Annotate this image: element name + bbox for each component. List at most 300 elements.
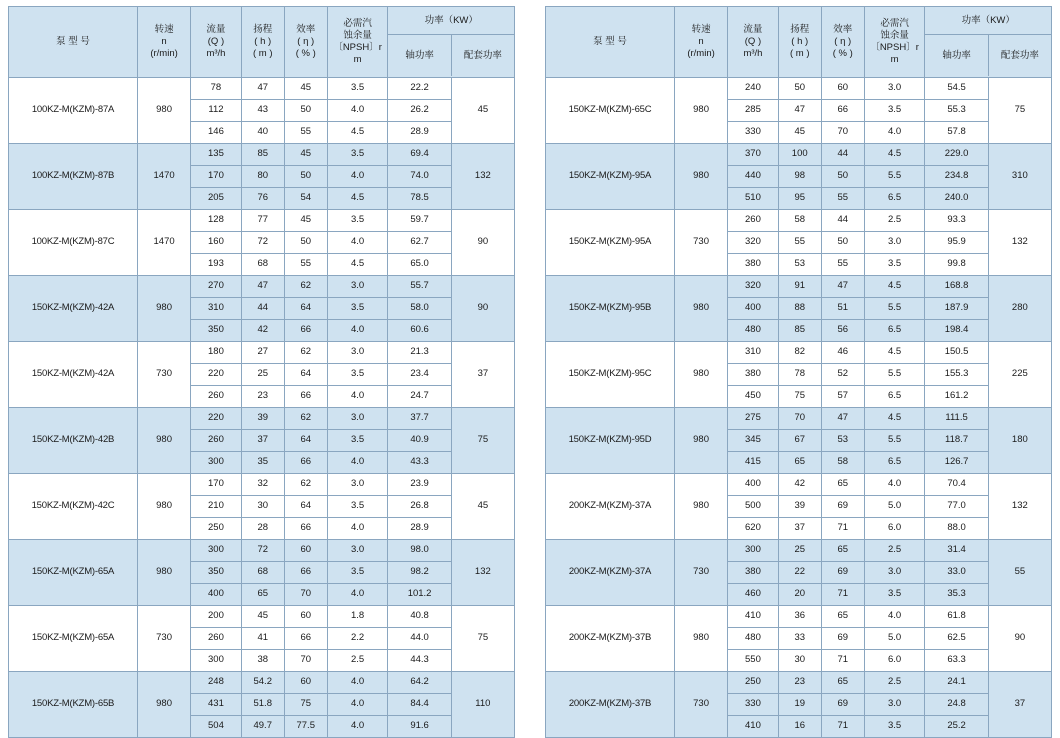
cell-motor-power: 132 (451, 540, 514, 606)
cell-shaft-power: 111.5 (925, 408, 988, 430)
cell-shaft-power: 55.7 (388, 276, 451, 298)
cell-flow: 112 (191, 100, 242, 122)
cell-shaft-power: 64.2 (388, 672, 451, 694)
cell-shaft-power: 33.0 (925, 562, 988, 584)
cell-speed: 980 (138, 540, 191, 606)
cell-flow: 193 (191, 254, 242, 276)
cell-efficiency: 55 (821, 188, 864, 210)
cell-head: 47 (241, 78, 284, 100)
cell-model: 200KZ-M(KZM)-37A (546, 540, 675, 606)
cell-head: 16 (778, 716, 821, 738)
cell-speed: 730 (138, 342, 191, 408)
cell-efficiency: 58 (821, 452, 864, 474)
cell-head: 35 (241, 452, 284, 474)
cell-motor-power: 132 (988, 474, 1051, 540)
cell-motor-power: 180 (988, 408, 1051, 474)
cell-npsh: 3.5 (864, 584, 925, 606)
cell-head: 55 (778, 232, 821, 254)
cell-efficiency: 50 (284, 166, 327, 188)
cell-flow: 248 (191, 672, 242, 694)
cell-npsh: 5.0 (864, 628, 925, 650)
cell-efficiency: 66 (284, 562, 327, 584)
cell-npsh: 5.5 (864, 364, 925, 386)
cell-motor-power: 280 (988, 276, 1051, 342)
cell-npsh: 3.5 (864, 100, 925, 122)
cell-efficiency: 66 (821, 100, 864, 122)
cell-npsh: 3.0 (327, 276, 388, 298)
cell-efficiency: 64 (284, 298, 327, 320)
cell-efficiency: 60 (284, 672, 327, 694)
cell-shaft-power: 57.8 (925, 122, 988, 144)
cell-efficiency: 69 (821, 562, 864, 584)
cell-shaft-power: 234.8 (925, 166, 988, 188)
cell-speed: 980 (675, 606, 728, 672)
cell-speed: 980 (675, 144, 728, 210)
cell-efficiency: 65 (821, 540, 864, 562)
header-flow-line-0: 流量 (206, 24, 226, 36)
header-flow-line-2: m³/h (206, 47, 226, 59)
cell-speed: 980 (138, 474, 191, 540)
cell-head: 72 (241, 540, 284, 562)
header-head (778, 7, 821, 78)
cell-flow: 146 (191, 122, 242, 144)
cell-motor-power: 37 (988, 672, 1051, 738)
cell-npsh: 1.8 (327, 606, 388, 628)
cell-shaft-power: 40.8 (388, 606, 451, 628)
cell-shaft-power: 70.4 (925, 474, 988, 496)
cell-npsh: 4.5 (864, 144, 925, 166)
header-flow (728, 7, 779, 78)
cell-npsh: 4.0 (327, 716, 388, 738)
header-speed (138, 7, 191, 78)
cell-efficiency: 66 (284, 386, 327, 408)
cell-flow: 345 (728, 430, 779, 452)
cell-flow: 480 (728, 320, 779, 342)
cell-flow: 431 (191, 694, 242, 716)
cell-npsh: 3.5 (327, 78, 388, 100)
cell-flow: 220 (191, 364, 242, 386)
cell-efficiency: 69 (821, 694, 864, 716)
cell-flow: 275 (728, 408, 779, 430)
cell-flow: 310 (728, 342, 779, 364)
cell-model: 150KZ-M(KZM)-95D (546, 408, 675, 474)
cell-npsh: 3.5 (327, 430, 388, 452)
cell-npsh: 3.5 (864, 716, 925, 738)
table-row (546, 672, 1052, 694)
cell-head: 23 (241, 386, 284, 408)
cell-speed: 730 (675, 672, 728, 738)
cell-npsh: 4.0 (327, 386, 388, 408)
cell-speed: 980 (675, 276, 728, 342)
table-row (9, 276, 515, 298)
cell-shaft-power: 168.8 (925, 276, 988, 298)
cell-model: 200KZ-M(KZM)-37B (546, 606, 675, 672)
cell-head: 80 (241, 166, 284, 188)
cell-shaft-power: 150.5 (925, 342, 988, 364)
header-speed-line-0: 转速 (691, 24, 711, 36)
cell-speed: 980 (138, 276, 191, 342)
cell-motor-power: 225 (988, 342, 1051, 408)
cell-head: 50 (778, 78, 821, 100)
cell-model: 100KZ-M(KZM)-87A (9, 78, 138, 144)
cell-shaft-power: 24.1 (925, 672, 988, 694)
cell-shaft-power: 74.0 (388, 166, 451, 188)
cell-flow: 285 (728, 100, 779, 122)
cell-efficiency: 45 (284, 78, 327, 100)
cell-motor-power: 132 (451, 144, 514, 210)
cell-npsh: 6.5 (864, 386, 925, 408)
header-npsh (327, 7, 388, 78)
header-model: 泵 型 号 (546, 7, 675, 78)
cell-head: 82 (778, 342, 821, 364)
cell-head: 30 (778, 650, 821, 672)
cell-flow: 220 (191, 408, 242, 430)
cell-npsh: 4.0 (327, 232, 388, 254)
cell-efficiency: 52 (821, 364, 864, 386)
cell-npsh: 3.0 (864, 232, 925, 254)
cell-npsh: 4.5 (327, 188, 388, 210)
table-row (546, 408, 1052, 430)
cell-efficiency: 55 (284, 122, 327, 144)
cell-efficiency: 50 (284, 232, 327, 254)
cell-efficiency: 65 (821, 606, 864, 628)
cell-flow: 170 (191, 166, 242, 188)
header-power-group (388, 7, 515, 78)
cell-head: 25 (778, 540, 821, 562)
cell-efficiency: 55 (284, 254, 327, 276)
header-npsh-line-3: m (353, 53, 362, 65)
cell-head: 54.2 (241, 672, 284, 694)
cell-flow: 300 (191, 650, 242, 672)
cell-flow: 504 (191, 716, 242, 738)
cell-flow: 350 (191, 562, 242, 584)
cell-head: 76 (241, 188, 284, 210)
cell-efficiency: 62 (284, 408, 327, 430)
cell-head: 19 (778, 694, 821, 716)
cell-head: 42 (778, 474, 821, 496)
header-motor-power: 配套功率 (1000, 49, 1039, 61)
cell-model: 150KZ-M(KZM)-65A (9, 606, 138, 672)
cell-flow: 160 (191, 232, 242, 254)
cell-efficiency: 46 (821, 342, 864, 364)
cell-shaft-power: 84.4 (388, 694, 451, 716)
cell-shaft-power: 25.2 (925, 716, 988, 738)
cell-head: 44 (241, 298, 284, 320)
cell-speed: 980 (675, 78, 728, 144)
cell-speed: 980 (675, 474, 728, 540)
cell-npsh: 5.5 (864, 298, 925, 320)
header-power-group (925, 7, 1052, 78)
cell-flow: 450 (728, 386, 779, 408)
pump-table-left (8, 6, 515, 738)
header-head-line-1: ( h ) (791, 36, 809, 48)
header-speed-line-1: n (698, 36, 704, 48)
cell-npsh: 2.5 (864, 210, 925, 232)
cell-shaft-power: 101.2 (388, 584, 451, 606)
cell-efficiency: 66 (284, 628, 327, 650)
cell-flow: 250 (191, 518, 242, 540)
cell-npsh: 3.5 (327, 144, 388, 166)
cell-efficiency: 77.5 (284, 716, 327, 738)
header-head-line-0: 扬程 (790, 24, 810, 36)
header-efficiency-line-2: ( % ) (832, 47, 853, 59)
cell-head: 38 (241, 650, 284, 672)
cell-flow: 170 (191, 474, 242, 496)
cell-flow: 330 (728, 694, 779, 716)
cell-model: 150KZ-M(KZM)-65C (546, 78, 675, 144)
cell-flow: 460 (728, 584, 779, 606)
table-row (546, 540, 1052, 562)
cell-shaft-power: 99.8 (925, 254, 988, 276)
cell-head: 22 (778, 562, 821, 584)
cell-flow: 205 (191, 188, 242, 210)
cell-head: 41 (241, 628, 284, 650)
cell-efficiency: 70 (284, 584, 327, 606)
cell-model: 150KZ-M(KZM)-65A (9, 540, 138, 606)
cell-npsh: 4.0 (864, 474, 925, 496)
cell-efficiency: 54 (284, 188, 327, 210)
cell-npsh: 2.5 (327, 650, 388, 672)
cell-motor-power: 132 (988, 210, 1051, 276)
cell-shaft-power: 43.3 (388, 452, 451, 474)
cell-efficiency: 70 (821, 122, 864, 144)
cell-model: 150KZ-M(KZM)-42A (9, 276, 138, 342)
cell-flow: 380 (728, 254, 779, 276)
header-flow-line-1: (Q ) (744, 36, 762, 48)
cell-npsh: 3.0 (327, 474, 388, 496)
table-row (546, 78, 1052, 100)
cell-flow: 370 (728, 144, 779, 166)
header-head (241, 7, 284, 78)
cell-speed: 730 (675, 540, 728, 606)
cell-speed: 980 (138, 408, 191, 474)
cell-head: 95 (778, 188, 821, 210)
header-npsh-line-3: m (890, 53, 899, 65)
cell-shaft-power: 198.4 (925, 320, 988, 342)
cell-npsh: 3.0 (864, 78, 925, 100)
table-row (9, 474, 515, 496)
cell-npsh: 6.0 (864, 518, 925, 540)
cell-head: 37 (778, 518, 821, 540)
cell-shaft-power: 62.7 (388, 232, 451, 254)
cell-head: 47 (778, 100, 821, 122)
cell-head: 45 (241, 606, 284, 628)
cell-flow: 320 (728, 276, 779, 298)
cell-flow: 400 (728, 474, 779, 496)
cell-efficiency: 50 (821, 166, 864, 188)
table-row (546, 342, 1052, 364)
cell-head: 77 (241, 210, 284, 232)
cell-efficiency: 62 (284, 342, 327, 364)
cell-shaft-power: 118.7 (925, 430, 988, 452)
cell-efficiency: 62 (284, 276, 327, 298)
cell-head: 68 (241, 254, 284, 276)
cell-flow: 320 (728, 232, 779, 254)
cell-flow: 510 (728, 188, 779, 210)
cell-speed: 980 (138, 672, 191, 738)
cell-model: 150KZ-M(KZM)-42B (9, 408, 138, 474)
cell-npsh: 4.5 (864, 342, 925, 364)
cell-flow: 240 (728, 78, 779, 100)
cell-motor-power: 55 (988, 540, 1051, 606)
header-efficiency-line-2: ( % ) (295, 47, 316, 59)
cell-head: 39 (241, 408, 284, 430)
cell-shaft-power: 24.7 (388, 386, 451, 408)
header-speed-line-2: (r/min) (687, 47, 715, 59)
cell-efficiency: 64 (284, 364, 327, 386)
cell-npsh: 4.0 (327, 452, 388, 474)
cell-flow: 480 (728, 628, 779, 650)
cell-npsh: 3.0 (327, 342, 388, 364)
cell-shaft-power: 22.2 (388, 78, 451, 100)
cell-efficiency: 57 (821, 386, 864, 408)
cell-flow: 135 (191, 144, 242, 166)
cell-npsh: 3.0 (327, 540, 388, 562)
cell-speed: 980 (138, 78, 191, 144)
cell-npsh: 4.5 (864, 408, 925, 430)
cell-flow: 128 (191, 210, 242, 232)
cell-shaft-power: 91.6 (388, 716, 451, 738)
cell-shaft-power: 95.9 (925, 232, 988, 254)
header-efficiency-line-0: 效率 (833, 24, 853, 36)
pump-table-right (545, 6, 1052, 738)
cell-speed: 1470 (138, 144, 191, 210)
header-flow-line-0: 流量 (743, 24, 763, 36)
cell-npsh: 6.5 (864, 452, 925, 474)
cell-flow: 440 (728, 166, 779, 188)
cell-flow: 410 (728, 716, 779, 738)
header-head-line-1: ( h ) (254, 36, 272, 48)
cell-head: 85 (778, 320, 821, 342)
cell-npsh: 4.0 (327, 672, 388, 694)
cell-shaft-power: 98.2 (388, 562, 451, 584)
cell-shaft-power: 23.4 (388, 364, 451, 386)
header-speed (675, 7, 728, 78)
cell-npsh: 3.5 (327, 364, 388, 386)
cell-npsh: 6.5 (864, 188, 925, 210)
cell-npsh: 4.0 (327, 584, 388, 606)
cell-head: 78 (778, 364, 821, 386)
cell-motor-power: 75 (988, 78, 1051, 144)
cell-npsh: 4.0 (327, 694, 388, 716)
cell-flow: 210 (191, 496, 242, 518)
cell-head: 20 (778, 584, 821, 606)
header-shaft-power: 轴功率 (388, 35, 451, 76)
cell-npsh: 5.5 (864, 166, 925, 188)
cell-efficiency: 64 (284, 430, 327, 452)
cell-npsh: 4.0 (327, 100, 388, 122)
header-efficiency-line-1: ( η ) (297, 36, 315, 48)
cell-head: 33 (778, 628, 821, 650)
cell-efficiency: 45 (284, 210, 327, 232)
cell-head: 47 (241, 276, 284, 298)
cell-head: 72 (241, 232, 284, 254)
cell-efficiency: 50 (821, 232, 864, 254)
cell-npsh: 2.5 (864, 540, 925, 562)
cell-shaft-power: 65.0 (388, 254, 451, 276)
header-power-title: 功率（KW） (388, 8, 514, 35)
cell-efficiency: 71 (821, 716, 864, 738)
header-speed-line-2: (r/min) (150, 47, 178, 59)
table-header-right (546, 7, 1052, 78)
cell-motor-power: 45 (451, 78, 514, 144)
cell-shaft-power: 161.2 (925, 386, 988, 408)
pump-table-left-wrap (8, 6, 515, 732)
cell-flow: 78 (191, 78, 242, 100)
cell-npsh: 5.0 (864, 496, 925, 518)
cell-npsh: 4.0 (327, 518, 388, 540)
cell-flow: 620 (728, 518, 779, 540)
cell-shaft-power: 93.3 (925, 210, 988, 232)
header-efficiency (821, 7, 864, 78)
cell-model: 200KZ-M(KZM)-37B (546, 672, 675, 738)
cell-head: 85 (241, 144, 284, 166)
cell-efficiency: 65 (821, 474, 864, 496)
cell-shaft-power: 60.6 (388, 320, 451, 342)
cell-head: 51.8 (241, 694, 284, 716)
header-motor-power: 配套功率 (463, 49, 502, 61)
header-efficiency-line-0: 效率 (296, 24, 316, 36)
table-row (9, 78, 515, 100)
cell-shaft-power: 69.4 (388, 144, 451, 166)
header-npsh-line-2: 〔NPSH〕r (333, 42, 382, 53)
cell-npsh: 2.2 (327, 628, 388, 650)
cell-model: 150KZ-M(KZM)-65B (9, 672, 138, 738)
cell-npsh: 3.5 (864, 254, 925, 276)
cell-flow: 330 (728, 122, 779, 144)
table-row (9, 408, 515, 430)
cell-model: 100KZ-M(KZM)-87B (9, 144, 138, 210)
cell-npsh: 2.5 (864, 672, 925, 694)
cell-flow: 300 (191, 540, 242, 562)
cell-npsh: 4.0 (864, 606, 925, 628)
cell-shaft-power: 40.9 (388, 430, 451, 452)
table-header-left (9, 7, 515, 78)
cell-model: 150KZ-M(KZM)-95A (546, 210, 675, 276)
cell-efficiency: 47 (821, 408, 864, 430)
header-speed-line-0: 转速 (154, 24, 174, 36)
header-npsh-line-0: 必需汽 (880, 18, 909, 30)
cell-shaft-power: 187.9 (925, 298, 988, 320)
cell-flow: 270 (191, 276, 242, 298)
cell-head: 68 (241, 562, 284, 584)
cell-speed: 730 (138, 606, 191, 672)
cell-motor-power: 90 (988, 606, 1051, 672)
header-flow-line-2: m³/h (743, 47, 763, 59)
cell-shaft-power: 63.3 (925, 650, 988, 672)
cell-model: 150KZ-M(KZM)-95C (546, 342, 675, 408)
header-efficiency (284, 7, 327, 78)
cell-npsh: 3.0 (864, 694, 925, 716)
table-body-right (546, 78, 1052, 738)
header-power-title: 功率（KW） (925, 8, 1051, 35)
cell-efficiency: 47 (821, 276, 864, 298)
cell-flow: 250 (728, 672, 779, 694)
header-flow-line-1: (Q ) (207, 36, 225, 48)
cell-shaft-power: 55.3 (925, 100, 988, 122)
header-head-line-0: 扬程 (253, 24, 273, 36)
cell-npsh: 6.5 (864, 320, 925, 342)
cell-flow: 300 (191, 452, 242, 474)
cell-flow: 300 (728, 540, 779, 562)
cell-head: 39 (778, 496, 821, 518)
cell-motor-power: 90 (451, 210, 514, 276)
cell-npsh: 5.5 (864, 430, 925, 452)
cell-efficiency: 56 (821, 320, 864, 342)
cell-npsh: 4.0 (327, 320, 388, 342)
cell-efficiency: 53 (821, 430, 864, 452)
cell-motor-power: 90 (451, 276, 514, 342)
